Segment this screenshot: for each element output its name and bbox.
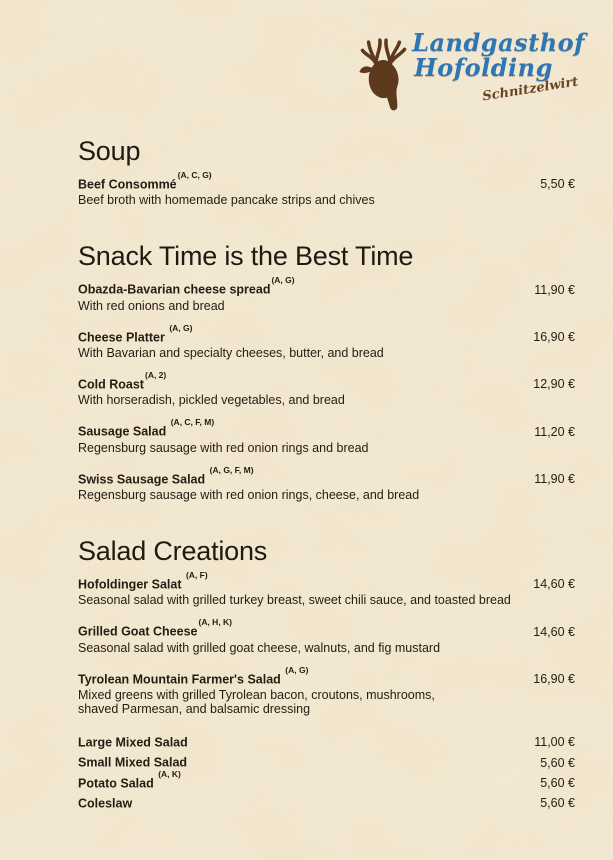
item-allergens: (A, 2) <box>144 369 167 380</box>
menu-item <box>78 170 575 208</box>
item-name-wrap <box>78 730 189 750</box>
item-name: Potato Salad <box>78 775 158 790</box>
item-row <box>78 417 575 440</box>
item-description: Regensburg sausage with red onion rings, cheese, and bread <box>78 487 420 502</box>
item-name-wrap <box>78 322 193 346</box>
menu-item <box>78 369 575 408</box>
item-price: 16,90 € <box>533 671 575 686</box>
item-name: Obazda-Bavarian cheese spread <box>78 282 271 297</box>
item-name: Swiss Sausage Salad <box>78 471 209 486</box>
item-allergens: (A, C, F, M) <box>170 417 215 428</box>
item-price: 16,90 € <box>533 329 575 344</box>
menu-item <box>78 322 575 360</box>
item-description: Seasonal salad with grilled goat cheese, walnuts, and fig mustard <box>78 640 441 655</box>
item-row <box>78 170 575 193</box>
item-description: Mixed greens with grilled Tyrolean bacon, croutons, mushrooms, <box>78 687 435 702</box>
item-description: Regensburg sausage with red onion rings and bread <box>78 440 369 455</box>
item-allergens: (A, C, G) <box>177 170 212 180</box>
menu-item <box>78 569 575 608</box>
menu-item <box>78 275 575 313</box>
item-allergens: (A, G, F, M) <box>209 464 254 475</box>
item-row <box>78 768 575 791</box>
item-allergens: (A, H, K) <box>198 617 233 628</box>
item-price: 11,90 € <box>534 282 575 297</box>
menu-item <box>78 768 575 791</box>
item-name: Coleslaw <box>78 796 133 811</box>
item-name: Large Mixed Salad <box>78 735 188 750</box>
menu-item <box>78 791 575 811</box>
menu-item <box>78 417 575 455</box>
item-name-wrap <box>78 791 133 811</box>
item-price: 14,60 € <box>533 624 575 639</box>
item-name: Grilled Goat Cheese <box>78 624 198 639</box>
item-row <box>78 664 575 688</box>
item-name-wrap <box>78 275 295 298</box>
menu-section <box>78 536 575 811</box>
item-price: 5,60 € <box>540 775 575 790</box>
item-price: 11,20 € <box>534 424 575 439</box>
item-row <box>78 730 575 750</box>
item-name-wrap <box>78 417 215 440</box>
item-name-wrap <box>78 170 212 193</box>
menu-item <box>78 750 575 770</box>
item-price: 5,60 € <box>540 796 575 811</box>
item-price: 11,00 € <box>534 735 575 750</box>
menu-item <box>78 730 575 750</box>
item-description: Seasonal salad with grilled turkey breast, sweet chili sauce, and toasted bread <box>78 593 511 608</box>
item-name-wrap <box>78 369 167 393</box>
item-name: Small Mixed Salad <box>78 755 188 770</box>
item-price: 12,90 € <box>533 377 575 392</box>
section-heading: Snack Time is the Best Time <box>78 241 414 272</box>
item-price: 5,60 € <box>540 755 575 770</box>
menu-item <box>78 664 575 716</box>
item-allergens: (A, G) <box>285 664 309 675</box>
item-name: Beef Consommé <box>78 177 177 192</box>
item-price: 5,50 € <box>540 177 575 192</box>
item-name-wrap <box>78 664 309 688</box>
item-price: 11,90 € <box>534 471 575 486</box>
logo-text <box>412 28 585 105</box>
item-price: 14,60 € <box>533 577 575 592</box>
item-description: Beef broth with homemade pancake strips and chives <box>78 193 375 208</box>
section-items <box>78 569 575 811</box>
restaurant-logo <box>358 30 585 112</box>
menu-section <box>78 136 575 207</box>
item-allergens: (A, G) <box>271 275 295 286</box>
item-name-wrap <box>78 617 233 640</box>
item-row <box>78 750 575 770</box>
item-row <box>78 369 575 393</box>
item-row <box>78 322 575 346</box>
section-heading: Soup <box>78 136 141 166</box>
menu-body <box>78 136 575 811</box>
menu-item <box>78 617 575 655</box>
section-heading: Salad Creations <box>78 535 268 566</box>
item-row <box>78 275 575 298</box>
logo-line-1: Landgasthof <box>412 28 585 57</box>
menu-section <box>78 241 575 502</box>
item-row <box>78 464 575 488</box>
logo-line-2: Hofolding <box>414 53 553 82</box>
item-description: With red onions and bread <box>78 298 225 313</box>
item-name: Hofoldinger Salat <box>78 577 185 592</box>
item-allergens: (A, F) <box>185 569 208 580</box>
item-description: shaved Parmesan, and balsamic dressing <box>78 701 311 716</box>
item-name: Cheese Platter <box>78 329 169 344</box>
item-name: Tyrolean Mountain Farmer's Salad <box>78 671 285 686</box>
menu-item <box>78 464 575 502</box>
item-name-wrap <box>78 768 181 791</box>
item-description: With Bavarian and specialty cheeses, butter, and bread <box>78 345 384 360</box>
item-allergens: (A, K) <box>158 768 181 779</box>
item-allergens: (A, G) <box>169 322 193 333</box>
section-items <box>78 170 575 208</box>
item-description: With horseradish, pickled vegetables, and bread <box>78 393 345 408</box>
deer-head-icon <box>358 36 410 112</box>
item-row <box>78 791 575 811</box>
item-name: Sausage Salad <box>78 424 170 439</box>
item-row <box>78 617 575 640</box>
item-name-wrap <box>78 750 188 770</box>
item-name-wrap <box>78 569 208 593</box>
logo-tagline: Schnitzelwirt <box>481 74 580 105</box>
item-name-wrap <box>78 464 254 488</box>
section-items <box>78 275 575 502</box>
item-row <box>78 569 575 593</box>
item-name: Cold Roast <box>78 377 144 392</box>
